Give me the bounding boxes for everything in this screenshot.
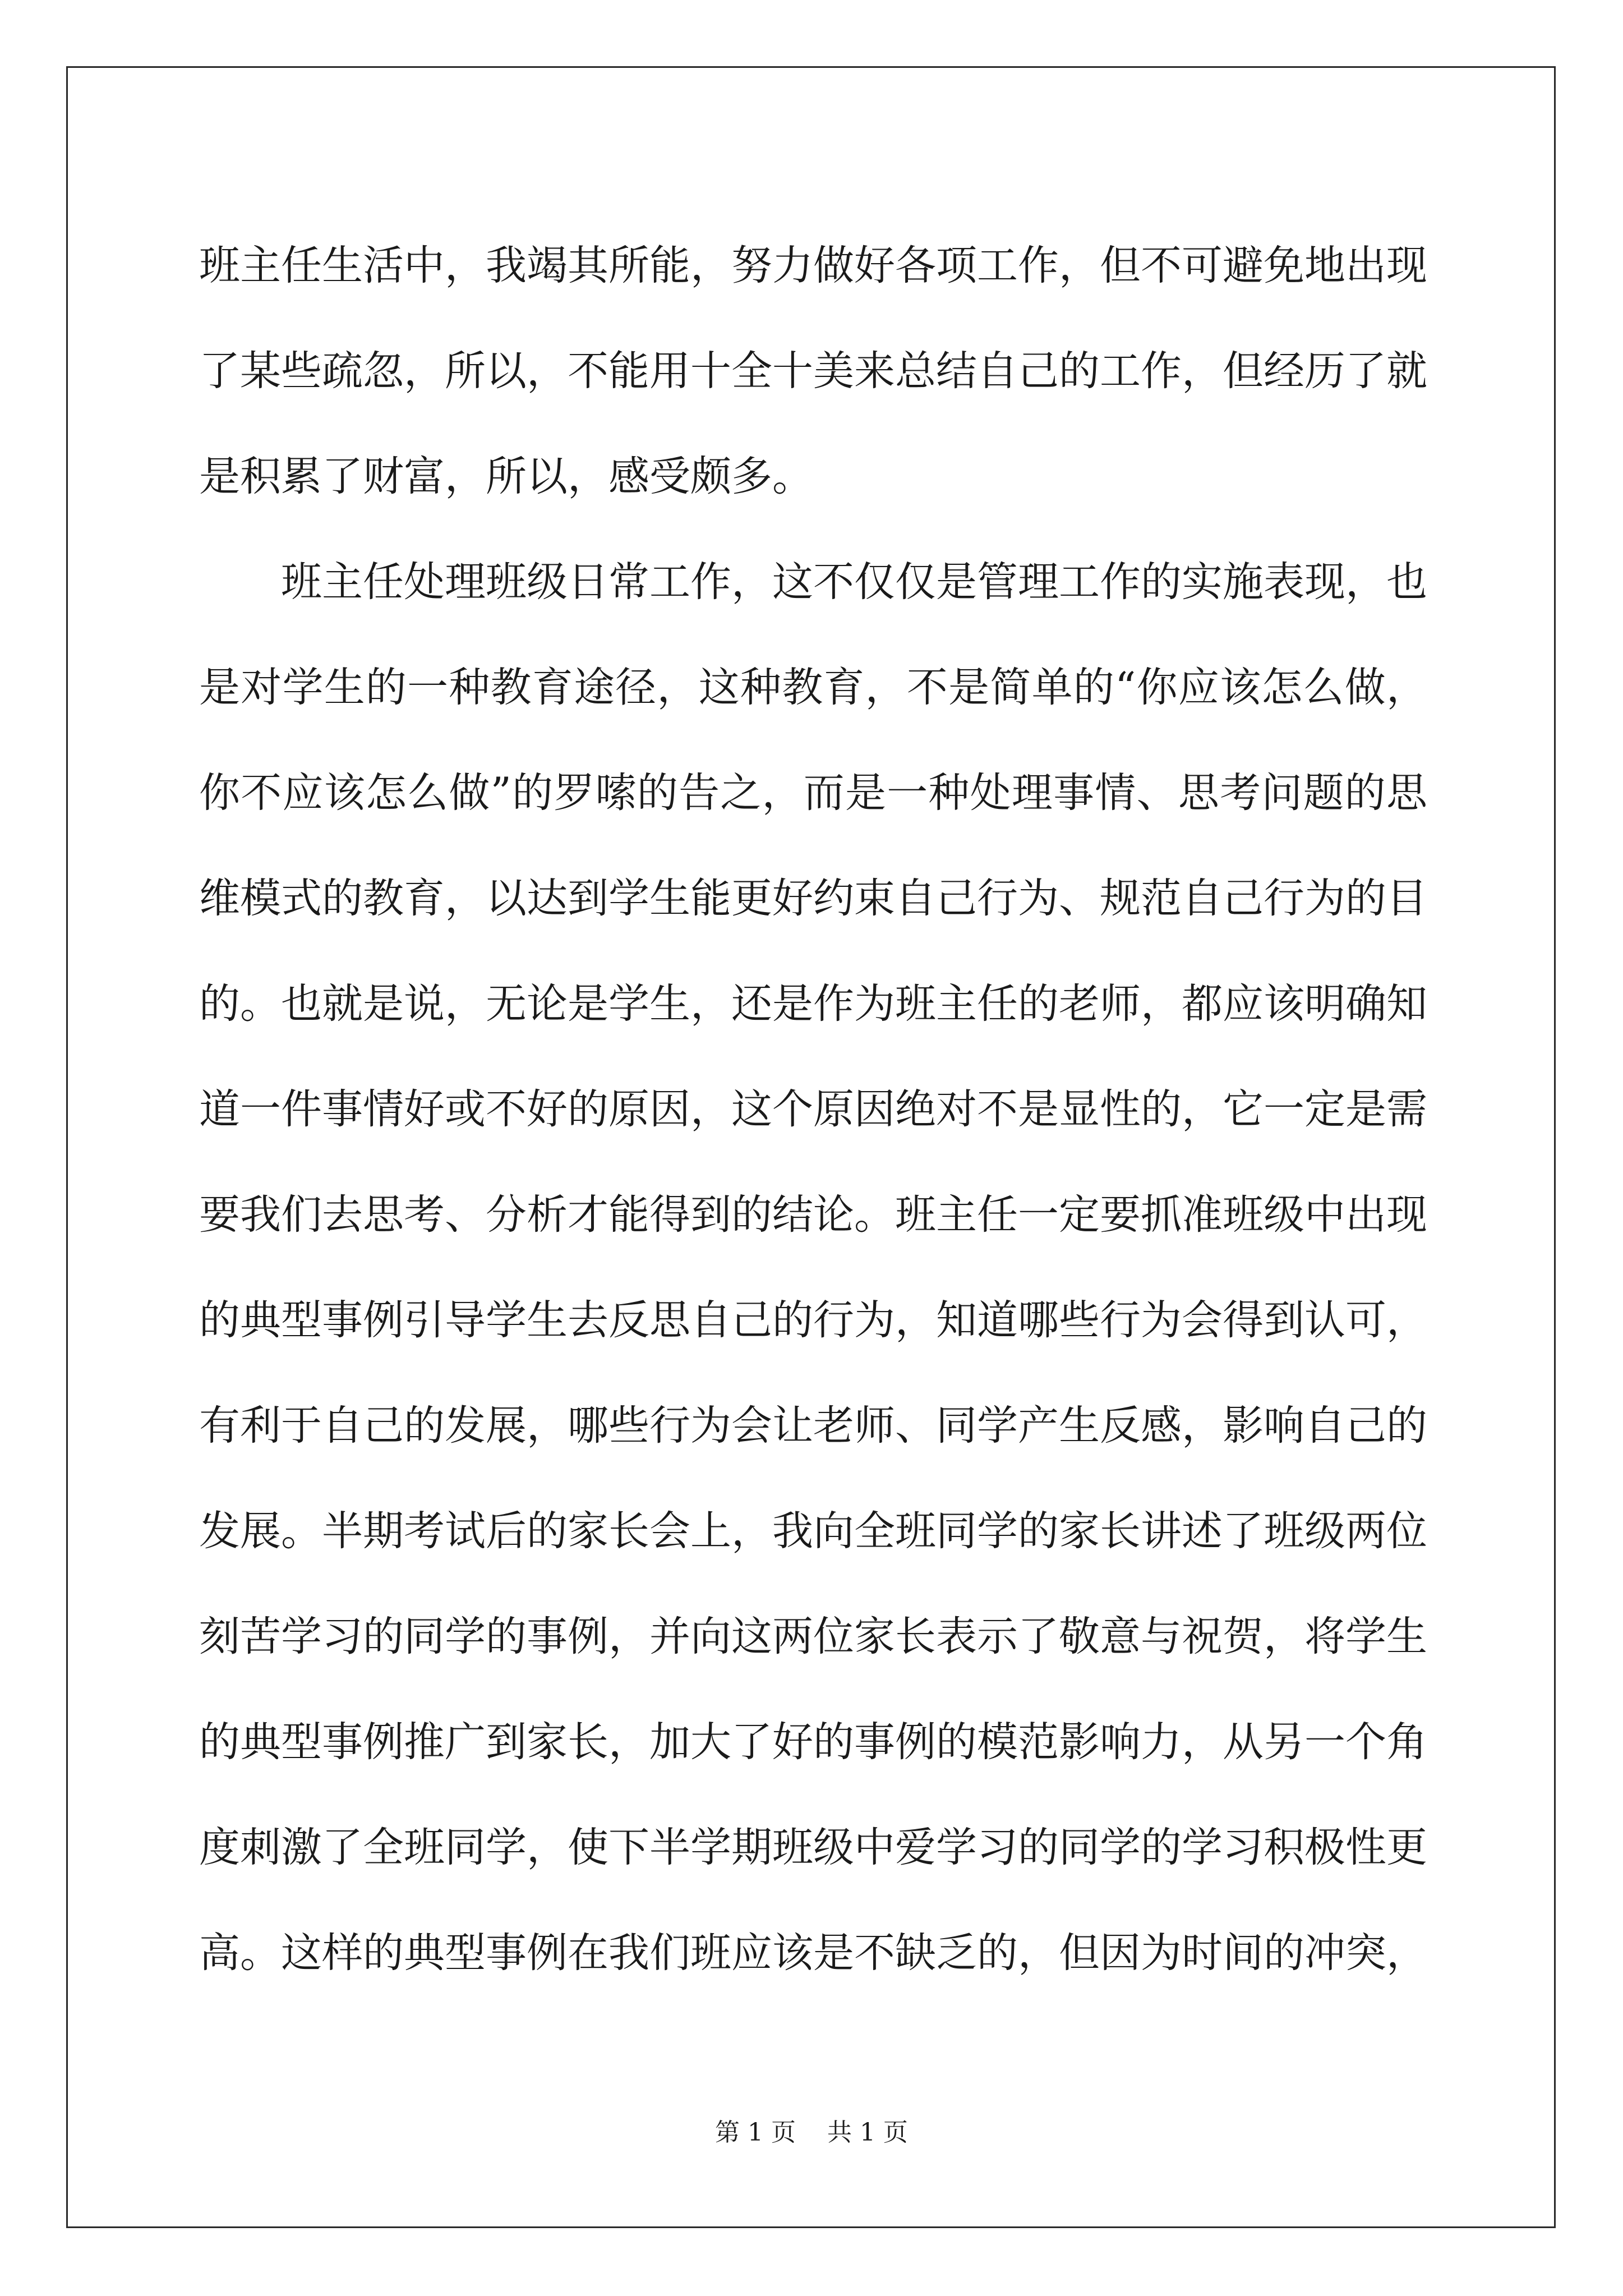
paragraph-line: 度刺激了全班同学，使下半学期班级中爱学习的同学的学习积极性更 bbox=[199, 1824, 1427, 1871]
paragraph-line: 了某些疏忽，所以，不能用十全十美来总结自己的工作，但经历了就 bbox=[199, 347, 1427, 395]
paragraph-line: 高。这样的典型事例在我们班应该是不缺乏的，但因为时间的冲突， bbox=[199, 1929, 1427, 1977]
paragraph-line: 的典型事例推广到家长，加大了好的事例的模范影响力，从另一个角 bbox=[199, 1718, 1427, 1766]
paragraph-line: 班主任生活中，我竭其所能，努力做好各项工作，但不可避免地出现 bbox=[199, 242, 1427, 289]
paragraph-line: 道一件事情好或不好的原因，这个原因绝对不是显性的，它一定是需 bbox=[199, 1085, 1427, 1133]
paragraph-line: 维模式的教育，以达到学生能更好约束自己行为、规范自己行为的目 bbox=[199, 875, 1427, 922]
page-footer: 第 1 页 共 1 页 bbox=[715, 2118, 908, 2147]
paragraph-line: 是积累了财富，所以，感受颇多。 bbox=[199, 453, 813, 500]
document-body bbox=[199, 213, 1427, 2006]
paragraph-line: 你不应该怎么做”的罗嗦的告之，而是一种处理事情、思考问题的思 bbox=[199, 769, 1427, 817]
paragraph-line: 要我们去思考、分析才能得到的结论。班主任一定要抓准班级中出现 bbox=[199, 1191, 1427, 1239]
paragraph-line: 有利于自己的发展，哪些行为会让老师、同学产生反感，影响自己的 bbox=[199, 1402, 1427, 1450]
paragraph-line: 发展。半期考试后的家长会上，我向全班同学的家长讲述了班级两位 bbox=[199, 1507, 1427, 1555]
paragraph-line: 的典型事例引导学生去反思自己的行为，知道哪些行为会得到认可， bbox=[199, 1296, 1427, 1344]
paragraph-line: 班主任处理班级日常工作，这不仅仅是管理工作的实施表现，也 bbox=[281, 558, 1427, 606]
paragraph-line: 的。也就是说，无论是学生，还是作为班主任的老师，都应该明确知 bbox=[199, 980, 1427, 1028]
paragraph-line: 刻苦学习的同学的事例，并向这两位家长表示了敬意与祝贺，将学生 bbox=[199, 1613, 1427, 1660]
paragraph-line: 是对学生的一种教育途径，这种教育，不是简单的“你应该怎么做， bbox=[199, 664, 1427, 711]
